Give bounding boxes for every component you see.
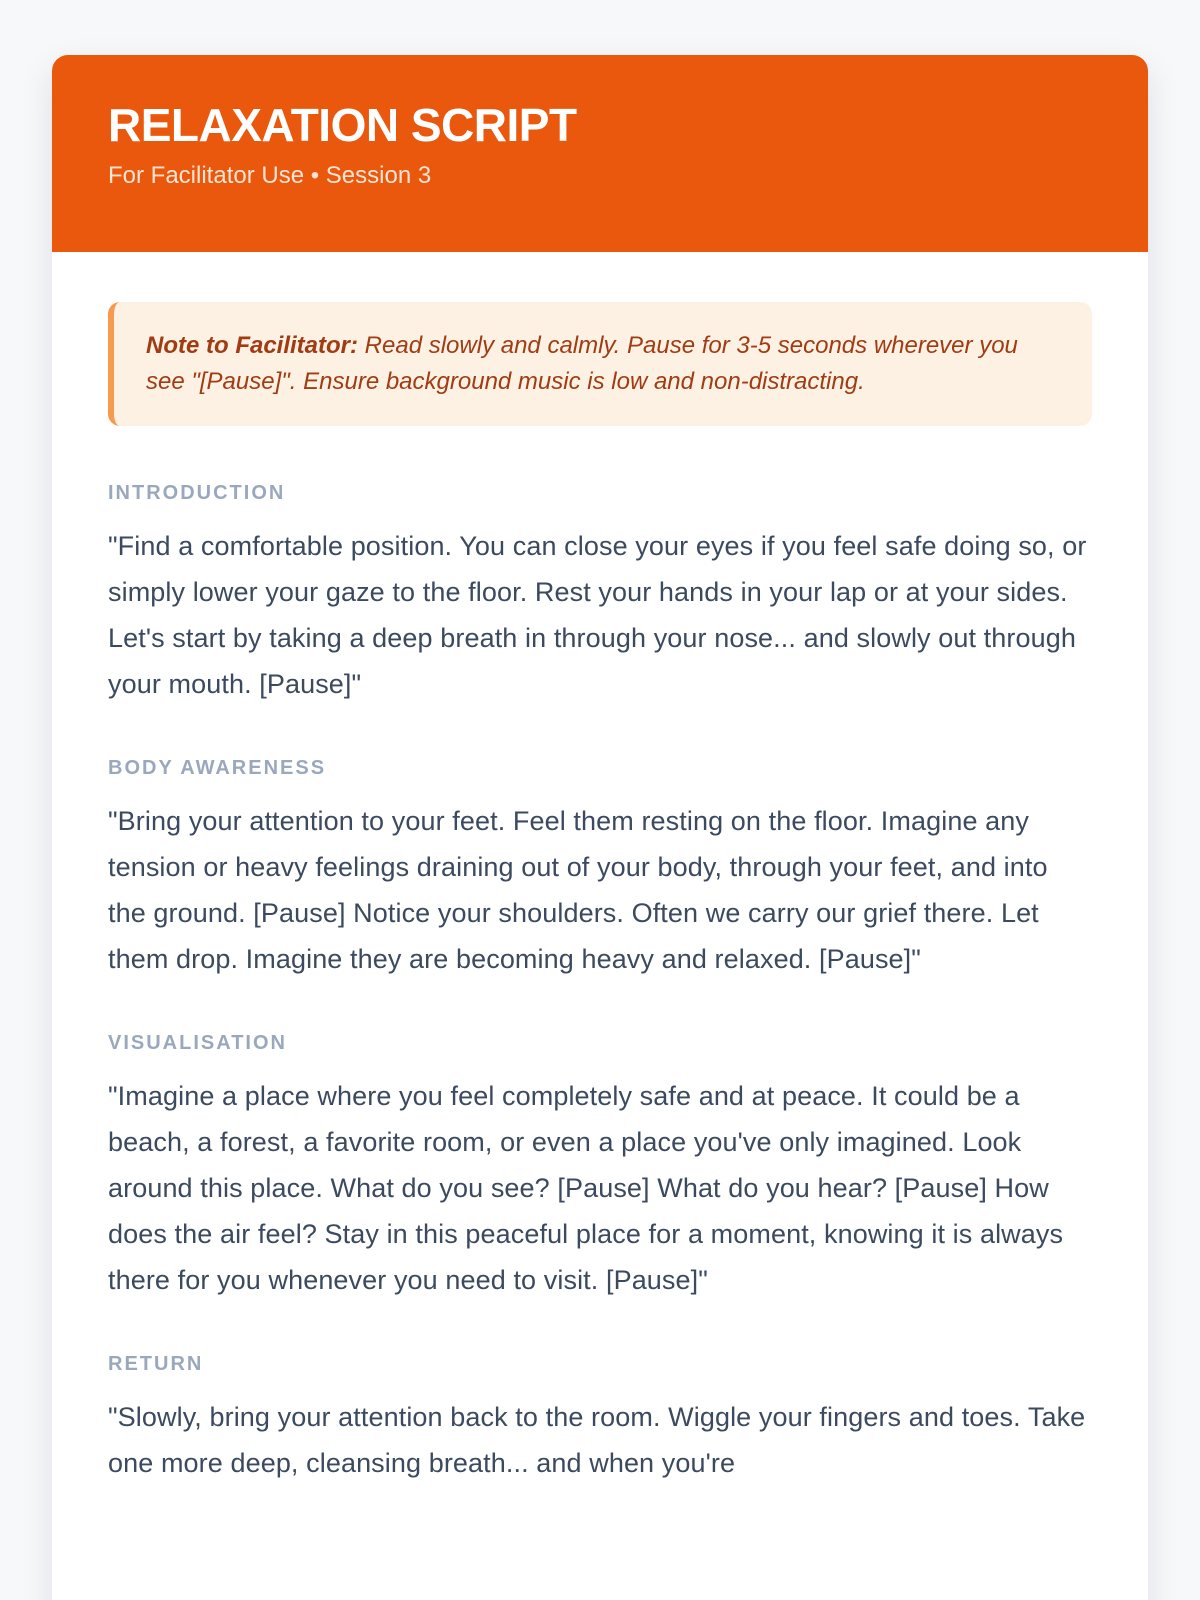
section-return xyxy=(108,1353,1092,1486)
section-body-awareness-text: "Bring your attention to your feet. Feel them resting on the floor. Imagine any tension or heavy feelings draining out of your body, through your feet, and into the ground. [Pause] Notice your shoulders. Often we carry our grief there. Let them drop. Imagine they are becoming heavy and relaxed. [Pause]" xyxy=(108,805,1048,974)
section-introduction xyxy=(108,482,1092,707)
section-return-heading: RETURN xyxy=(108,1352,204,1375)
facilitator-note-text xyxy=(146,328,1060,400)
section-visualisation-heading: VISUALISATION xyxy=(108,1031,287,1054)
section-body-awareness-heading: BODY AWARENESS xyxy=(108,756,327,779)
facilitator-note-body: Read slowly and calmly. Pause for 3-5 seconds wherever you see "[Pause]". Ensure background music is low and non-distracting. xyxy=(146,331,1018,395)
facilitator-note-label: Note to Facilitator: xyxy=(146,331,359,359)
section-introduction-heading: INTRODUCTION xyxy=(108,481,286,504)
section-return-text: "Slowly, bring your attention back to the room. Wiggle your fingers and toes. Take one more deep, cleansing breath... and when you're xyxy=(108,1401,1086,1478)
section-visualisation-text: "Imagine a place where you feel completely safe and at peace. It could be a beach, a forest, a favorite room, or even a place you've only imagined. Look around this place. What do you see? [Pause] What do you hear? [Pause] How does the air feel? Stay in this peaceful place for a moment, knowing it is always there for you whenever you need to visit. [Pause]" xyxy=(108,1080,1064,1295)
page-title: RELAXATION SCRIPT xyxy=(108,99,577,151)
card-body xyxy=(52,252,1148,1566)
section-introduction-text: "Find a comfortable position. You can close your eyes if you feel safe doing so, or simply lower your gaze to the floor. Rest your hands in your lap or at your sides. Let's start by taking a deep breath in through your nose... and slowly out through your mouth. [Pause]" xyxy=(108,530,1087,699)
page-subtitle: For Facilitator Use • Session 3 xyxy=(108,161,432,189)
card-header xyxy=(52,55,1148,252)
facilitator-note-callout xyxy=(108,302,1092,426)
script-card xyxy=(52,55,1148,1600)
section-body-awareness xyxy=(108,757,1092,982)
section-visualisation xyxy=(108,1032,1092,1303)
